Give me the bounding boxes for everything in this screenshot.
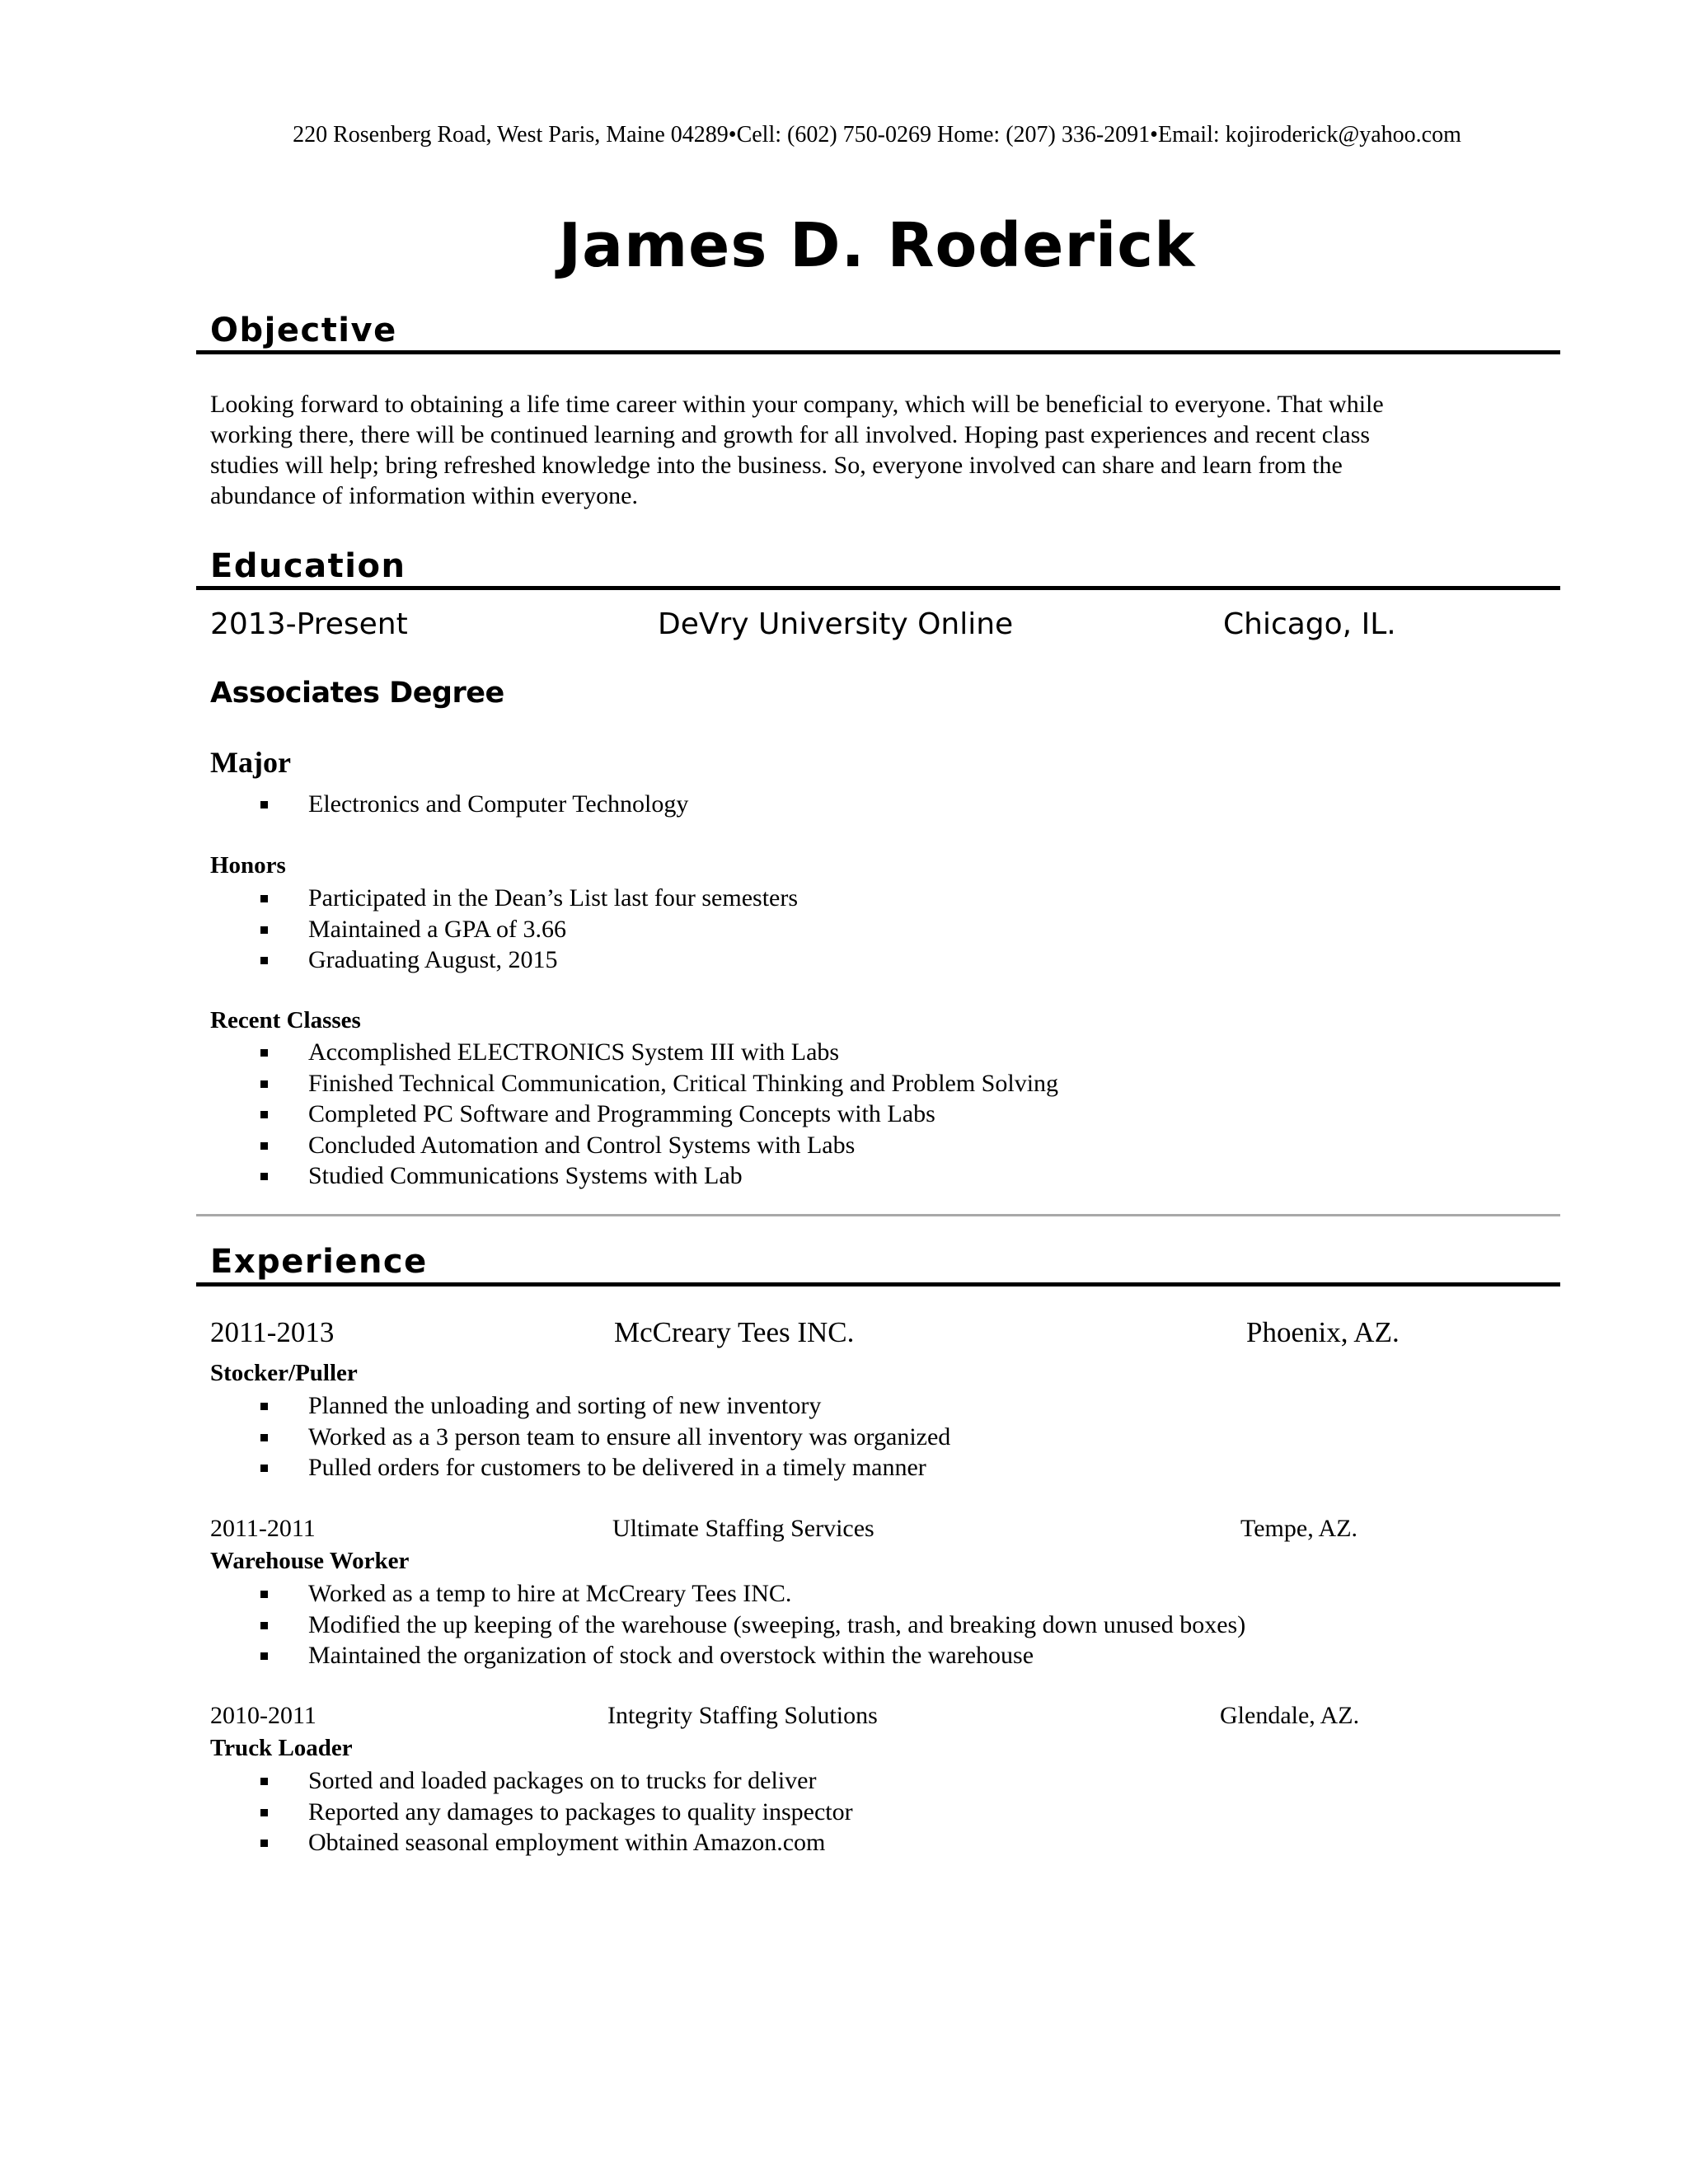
- bullet-icon: [260, 1840, 268, 1847]
- job-dates: 2010-2011: [210, 1702, 316, 1729]
- bullet-icon: [260, 1111, 268, 1118]
- bullet-icon: [260, 1080, 268, 1088]
- candidate-name: James D. Roderick: [558, 210, 1196, 281]
- education-row: [210, 607, 1570, 644]
- job-header: [210, 1702, 1570, 1738]
- list-item: Studied Communications Systems with Lab: [210, 1160, 1058, 1192]
- contact-line: 220 Rosenberg Road, West Paris, Maine 04289•Cell: (602) 750-0269 Home: (207) 336-2091•Email: kojiroderick@yahoo.com: [293, 122, 1461, 148]
- objective-line: Looking forward to obtaining a life time career within your company, which will be beneficial to everyone. That while: [210, 391, 1384, 418]
- bullet-icon: [260, 957, 268, 964]
- list-item: Electronics and Computer Technology: [210, 789, 688, 820]
- list-item: Obtained seasonal employment within Amazon.com: [210, 1827, 853, 1858]
- list-item: Maintained a GPA of 3.66: [210, 914, 798, 945]
- honors-label: Honors: [210, 852, 286, 879]
- major-list: [210, 789, 688, 820]
- experience-rule: [196, 1282, 1560, 1286]
- job-location: Tempe, AZ.: [1240, 1515, 1358, 1542]
- major-label: Major: [210, 746, 291, 779]
- list-item: Graduating August, 2015: [210, 944, 798, 976]
- list-item: Maintained the organization of stock and overstock within the warehouse: [210, 1640, 1245, 1671]
- bullet-icon: [260, 1809, 268, 1816]
- list-item: Modified the up keeping of the warehouse (sweeping, trash, and breaking down unused boxes): [210, 1610, 1245, 1641]
- bullet-icon: [260, 1434, 268, 1441]
- education-location: Chicago, IL.: [1223, 607, 1396, 641]
- education-rule: [196, 586, 1560, 590]
- education-date: 2013-Present: [210, 607, 408, 641]
- objective-line: working there, there will be continued learning and growth for all involved. Hoping past experiences and recent class: [210, 421, 1371, 448]
- objective-line: studies will help; bring refreshed knowledge into the business. So, everyone involved can share and learn from the: [210, 452, 1343, 479]
- bullet-icon: [260, 1622, 268, 1629]
- job-company: Integrity Staffing Solutions: [607, 1702, 878, 1729]
- education-school: DeVry University Online: [658, 607, 1014, 641]
- job-title: Warehouse Worker: [210, 1548, 410, 1574]
- bullet-icon: [260, 1049, 268, 1057]
- list-item: Participated in the Dean’s List last four semesters: [210, 883, 798, 914]
- experience-heading: Experience: [210, 1243, 428, 1281]
- objective-rule: [196, 350, 1560, 354]
- list-item: Completed PC Software and Programming Concepts with Labs: [210, 1099, 1058, 1130]
- job-dates: 2011-2011: [210, 1515, 316, 1542]
- section-divider: [196, 1214, 1560, 1216]
- job-header: [210, 1515, 1570, 1551]
- list-item: Worked as a temp to hire at McCreary Tees INC.: [210, 1578, 1245, 1610]
- job-dates: 2011-2013: [210, 1316, 335, 1348]
- bullet-icon: [260, 895, 268, 902]
- list-item: Accomplished ELECTRONICS System III with Labs: [210, 1037, 1058, 1068]
- list-item: Reported any damages to packages to quality inspector: [210, 1797, 853, 1828]
- list-item: Worked as a 3 person team to ensure all inventory was organized: [210, 1422, 950, 1453]
- job-location: Phoenix, AZ.: [1246, 1316, 1400, 1348]
- objective-line: abundance of information within everyone.: [210, 482, 638, 509]
- bullet-icon: [260, 1652, 268, 1660]
- bullet-icon: [260, 1465, 268, 1472]
- degree-title: Associates Degree: [210, 677, 504, 710]
- job-location: Glendale, AZ.: [1220, 1702, 1360, 1729]
- list-item: Sorted and loaded packages on to trucks for deliver: [210, 1765, 853, 1797]
- objective-text: [210, 389, 1545, 511]
- job-title: Truck Loader: [210, 1735, 353, 1761]
- job-duties: [210, 1578, 1245, 1671]
- objective-heading: Objective: [210, 312, 397, 349]
- list-item: Planned the unloading and sorting of new inventory: [210, 1390, 950, 1422]
- bullet-icon: [260, 801, 268, 808]
- honors-list: [210, 883, 798, 976]
- job-duties: [210, 1390, 950, 1483]
- classes-label: Recent Classes: [210, 1007, 361, 1033]
- list-item: Finished Technical Communication, Critical Thinking and Problem Solving: [210, 1068, 1058, 1099]
- list-item: Concluded Automation and Control Systems with Labs: [210, 1130, 1058, 1161]
- bullet-icon: [260, 1591, 268, 1598]
- bullet-icon: [260, 1778, 268, 1785]
- list-item: Pulled orders for customers to be delivered in a timely manner: [210, 1452, 950, 1483]
- education-heading: Education: [210, 547, 406, 585]
- job-title: Stocker/Puller: [210, 1360, 358, 1386]
- job-company: McCreary Tees INC.: [614, 1316, 855, 1348]
- bullet-icon: [260, 926, 268, 934]
- job-duties: [210, 1765, 853, 1858]
- bullet-icon: [260, 1173, 268, 1180]
- bullet-icon: [260, 1142, 268, 1150]
- job-company: Ultimate Staffing Services: [612, 1515, 874, 1542]
- bullet-icon: [260, 1403, 268, 1410]
- job-header: [210, 1316, 1570, 1352]
- classes-list: [210, 1037, 1058, 1192]
